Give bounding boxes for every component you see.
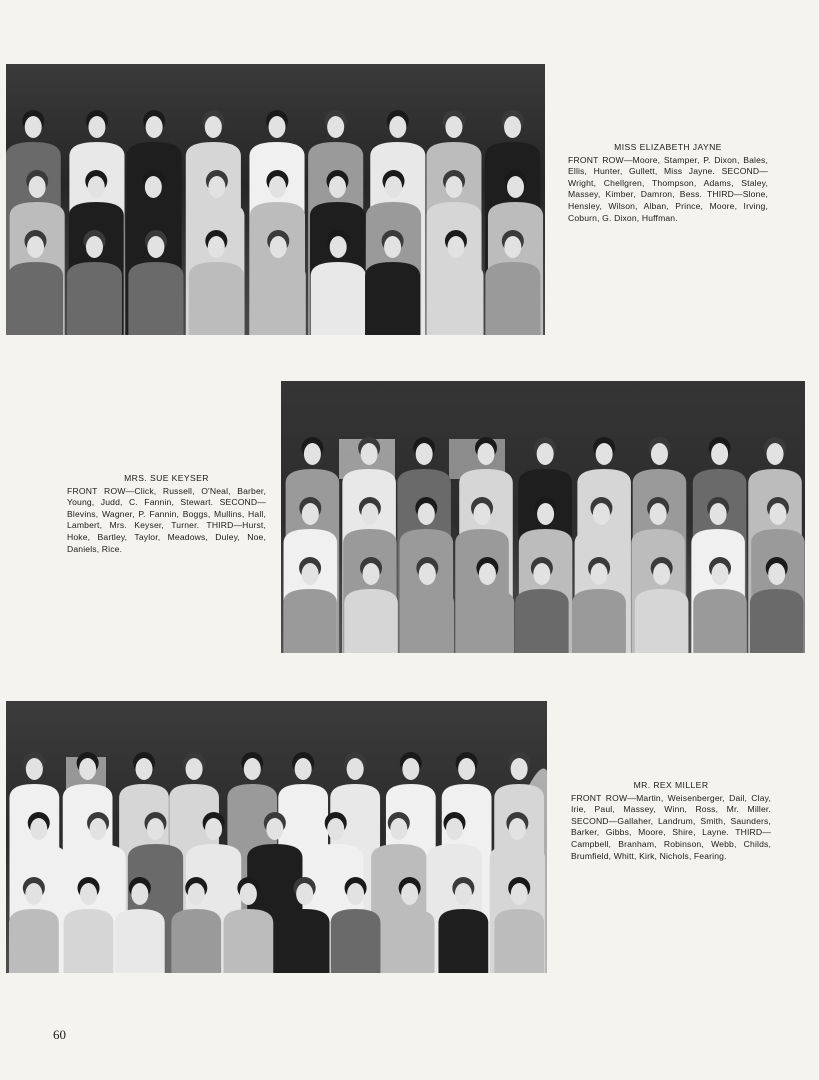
student-names: —Moore, Stamper, P. Dixon, Bales, Ellis, Hunter, Gullett, Miss Jayne. SECOND—Wright, Chellgren, Thompson, Adams, Staley, Massey, Kimber, Damron, Bess. THIRD—Slone, Hensley, Wilson, Alban, Prince, Moore, Irving, Coburn, G. Dixon, Huffman. [568,154,768,223]
teacher-name: MRS. SUE KEYSER [124,473,209,483]
student-names: —Click, Russell, O'Neal, Barber, Young, Judd, C. Fannin, Stewart. SECOND—Blevins, Wagner, P. Fannin, Boggs, Mullins, Hall, Lambert, Mrs. Keyser, Turner. THIRD—Hurst, Hoke, Bartley, Taylor, Meadows, Duley, Noe, Daniels, Rice. [67,485,266,554]
row-label: FRONT ROW [571,792,628,803]
page-number: 60 [53,1027,66,1042]
row-label: FRONT ROW [67,485,126,496]
class-photo-keyser [281,381,805,653]
class-photo-jayne [6,64,545,335]
caption-keyser [67,473,266,555]
class-photo-miller [6,701,547,973]
caption-miller [571,780,771,862]
teacher-name: MISS ELIZABETH JAYNE [614,142,722,152]
row-label: FRONT ROW [568,154,624,165]
class-photo-jayne-image [6,64,545,335]
class-photo-keyser-image [281,381,805,653]
class-photo-miller-image [6,701,547,973]
student-names: —Martin, Weisenberger, Dail, Clay, Irie, Paul, Massey, Winn, Ross, Mr. Miller. SECOND—Gallaher, Landrum, Smith, Saunders, Barker, Gibbs, Moore, Shire, Layne. THIRD—Campbell, Branham, Robinson, Webb, Childs, Brumfield, Whitt, Kirk, Nichols, Fearing. [571,792,771,861]
caption-jayne [568,142,768,224]
teacher-name: MR. REX MILLER [633,780,709,790]
